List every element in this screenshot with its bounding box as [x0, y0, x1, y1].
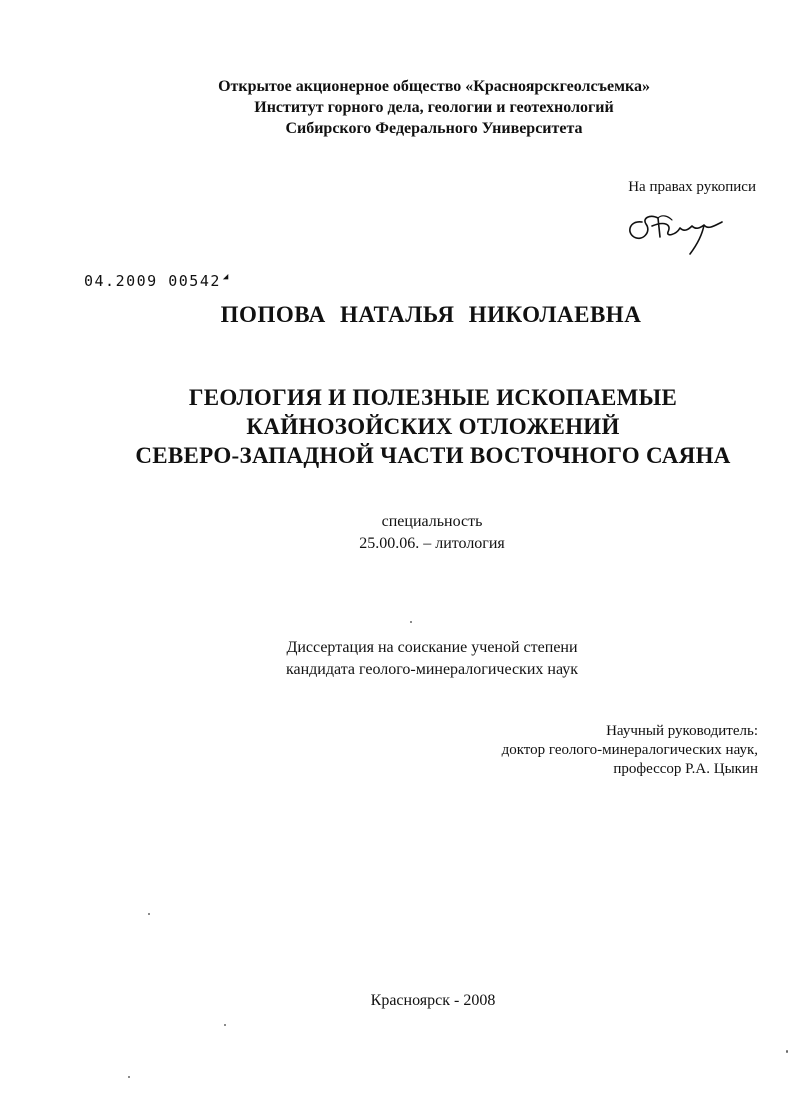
scan-speck [224, 1024, 226, 1026]
degree-line-1: Диссертация на соискание ученой степени [286, 639, 578, 656]
university-name: Сибирского Федерального Университета [285, 120, 583, 137]
supervisor-degree: доктор геолого-минералогических наук, [501, 742, 758, 758]
manuscript-note: На правах рукописи [628, 179, 756, 195]
title-line-3: СЕВЕРО-ЗАПАДНОЙ ЧАСТИ ВОСТОЧНОГО САЯНА [135, 443, 731, 468]
title-line-1: ГЕОЛОГИЯ И ПОЛЕЗНЫЕ ИСКОПАЕМЫЕ [188, 385, 678, 410]
supervisor-name: профессор Р.А. Цыкин [613, 761, 758, 777]
specialty-label: специальность [381, 513, 483, 530]
header-block [0, 76, 794, 139]
author-surname: ПОПОВА [220, 302, 326, 327]
institute-name: Институт горного дела, геологии и геотехнологий [254, 99, 614, 116]
title-line-2: КАЙНОЗОЙСКИХ ОТЛОЖЕНИЙ [246, 414, 620, 439]
scan-speck [148, 913, 150, 915]
author-given-name: НАТАЛЬЯ [339, 302, 455, 327]
supervisor-block [502, 722, 758, 779]
specialty-code: 25.00.06. – литология [359, 535, 505, 552]
archive-number-text: 04.2009 00542 [84, 272, 221, 290]
degree-block [0, 637, 794, 681]
author-patronymic: НИКОЛАЕВНА [468, 302, 642, 327]
signature [622, 206, 728, 258]
author-name [0, 302, 794, 328]
archive-mark-icon: ◢ [222, 272, 230, 282]
scan-speck [786, 1050, 788, 1053]
scan-speck [128, 1076, 130, 1078]
specialty-block [0, 511, 794, 555]
dissertation-title [0, 383, 794, 470]
degree-line-2: кандидата геолого-минералогических наук [285, 661, 579, 678]
organization-name: Открытое акционерное общество «Красноярскгеолсъемка» [218, 78, 650, 95]
archive-number [84, 272, 230, 290]
city-year: Красноярск - 2008 [370, 992, 496, 1009]
supervisor-label: Научный руководитель: [606, 723, 758, 739]
scan-speck [410, 621, 412, 623]
